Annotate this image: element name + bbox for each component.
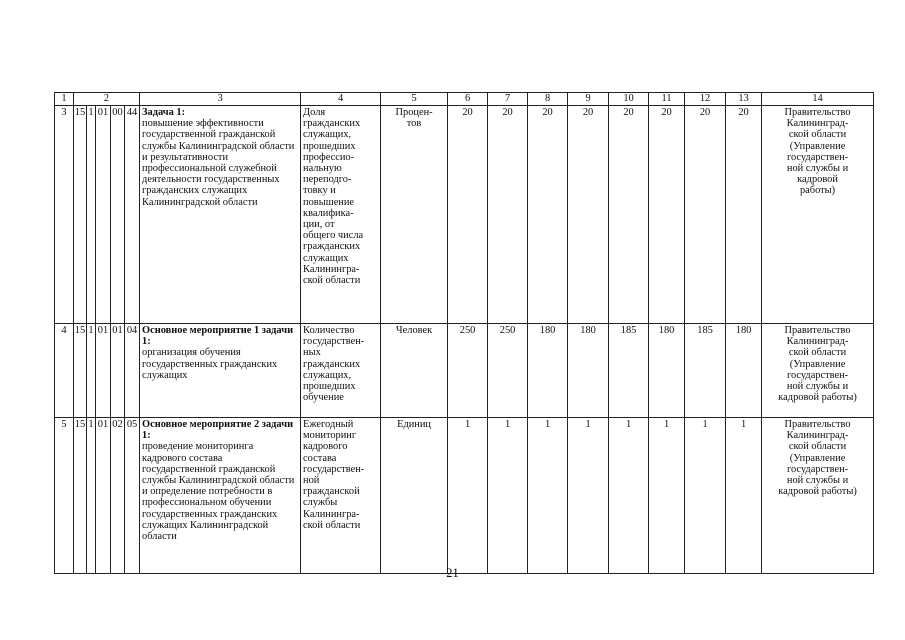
value-cell: 185	[685, 324, 726, 418]
header-cell: 8	[528, 93, 568, 106]
code-cell: 1	[87, 324, 96, 418]
indicator-cell: Ежегодный мониторинг кадрового состава государствен- ной гражданской службы Калинингра- ской области	[301, 418, 381, 574]
value-cell: 1	[726, 418, 762, 574]
header-cell: 14	[762, 93, 874, 106]
header-cell: 12	[685, 93, 726, 106]
value-cell: 20	[609, 106, 649, 324]
value-cell: 180	[649, 324, 685, 418]
value-cell: 20	[568, 106, 609, 324]
responsible-cell: Правительство Калининград- ской области (Управление государствен- ной службы и кадровой работы)	[762, 106, 874, 324]
unit-cell: Процен- тов	[381, 106, 448, 324]
code-cell: 15	[74, 324, 87, 418]
header-cell: 2	[74, 93, 140, 106]
program-table	[54, 92, 874, 574]
measure-description: проведение мониторинга кадрового состава государственной гражданской службы Калининградской области и определение потребности в профессиональном обучении государственных гражданских служащих Калининградской области	[142, 441, 295, 543]
code-cell: 15	[74, 106, 87, 324]
header-row	[55, 93, 874, 106]
measure-title: Основное мероприятие 2 задачи 1:	[142, 419, 294, 442]
row-number: 4	[55, 324, 74, 418]
value-cell: 20	[685, 106, 726, 324]
measure-title: Основное мероприятие 1 задачи 1:	[142, 325, 294, 348]
header-cell: 3	[140, 93, 301, 106]
code-cell: 1	[87, 106, 96, 324]
value-cell: 1	[488, 418, 528, 574]
value-cell: 20	[448, 106, 488, 324]
value-cell: 20	[726, 106, 762, 324]
value-cell: 1	[609, 418, 649, 574]
code-cell: 04	[125, 324, 140, 418]
value-cell: 1	[649, 418, 685, 574]
value-cell: 180	[568, 324, 609, 418]
code-cell: 15	[74, 418, 87, 574]
indicator-cell: Количество государствен- ных гражданских служащих, прошедших обучение	[301, 324, 381, 418]
row-number: 3	[55, 106, 74, 324]
row-number: 5	[55, 418, 74, 574]
code-cell: 05	[125, 418, 140, 574]
measure-name	[140, 418, 301, 574]
header-cell: 1	[55, 93, 74, 106]
value-cell: 180	[726, 324, 762, 418]
responsible-cell: Правительство Калининград- ской области (Управление государствен- ной службы и кадровой работы)	[762, 324, 874, 418]
header-cell: 6	[448, 93, 488, 106]
code-cell: 01	[111, 324, 125, 418]
value-cell: 1	[448, 418, 488, 574]
table-row	[55, 324, 874, 418]
header-cell: 13	[726, 93, 762, 106]
header-cell: 7	[488, 93, 528, 106]
measure-name	[140, 106, 301, 324]
header-cell: 5	[381, 93, 448, 106]
value-cell: 180	[528, 324, 568, 418]
measure-description: повышение эффективности государственной гражданской службы Калининградской области и результативности профессиональной служебной деятельности государственных гражданских служащих Калининградской области	[142, 118, 295, 208]
measure-description: организация обучения государственных гражданских служащих	[142, 347, 278, 381]
value-cell: 1	[685, 418, 726, 574]
value-cell: 20	[488, 106, 528, 324]
value-cell: 250	[448, 324, 488, 418]
value-cell: 1	[528, 418, 568, 574]
unit-cell: Человек	[381, 324, 448, 418]
code-cell: 1	[87, 418, 96, 574]
header-cell: 9	[568, 93, 609, 106]
code-cell: 00	[111, 106, 125, 324]
page-number: 21	[446, 566, 459, 580]
header-cell: 10	[609, 93, 649, 106]
table-row	[55, 106, 874, 324]
code-cell: 01	[96, 418, 111, 574]
value-cell: 20	[528, 106, 568, 324]
header-cell: 11	[649, 93, 685, 106]
value-cell: 185	[609, 324, 649, 418]
unit-cell: Единиц	[381, 418, 448, 574]
measure-name	[140, 324, 301, 418]
code-cell: 01	[96, 324, 111, 418]
code-cell: 02	[111, 418, 125, 574]
code-cell: 44	[125, 106, 140, 324]
code-cell: 01	[96, 106, 111, 324]
responsible-cell: Правительство Калининград- ской области (Управление государствен- ной службы и кадровой работы)	[762, 418, 874, 574]
indicator-cell: Доля гражданских служащих, прошедших профессио- нальную переподго- товку и повышение квалифика- ции, от общего числа гражданских служащих Калинингра- ской области	[301, 106, 381, 324]
measure-title: Задача 1:	[142, 107, 186, 118]
value-cell: 250	[488, 324, 528, 418]
value-cell: 1	[568, 418, 609, 574]
table-row	[55, 418, 874, 574]
header-cell: 4	[301, 93, 381, 106]
value-cell: 20	[649, 106, 685, 324]
